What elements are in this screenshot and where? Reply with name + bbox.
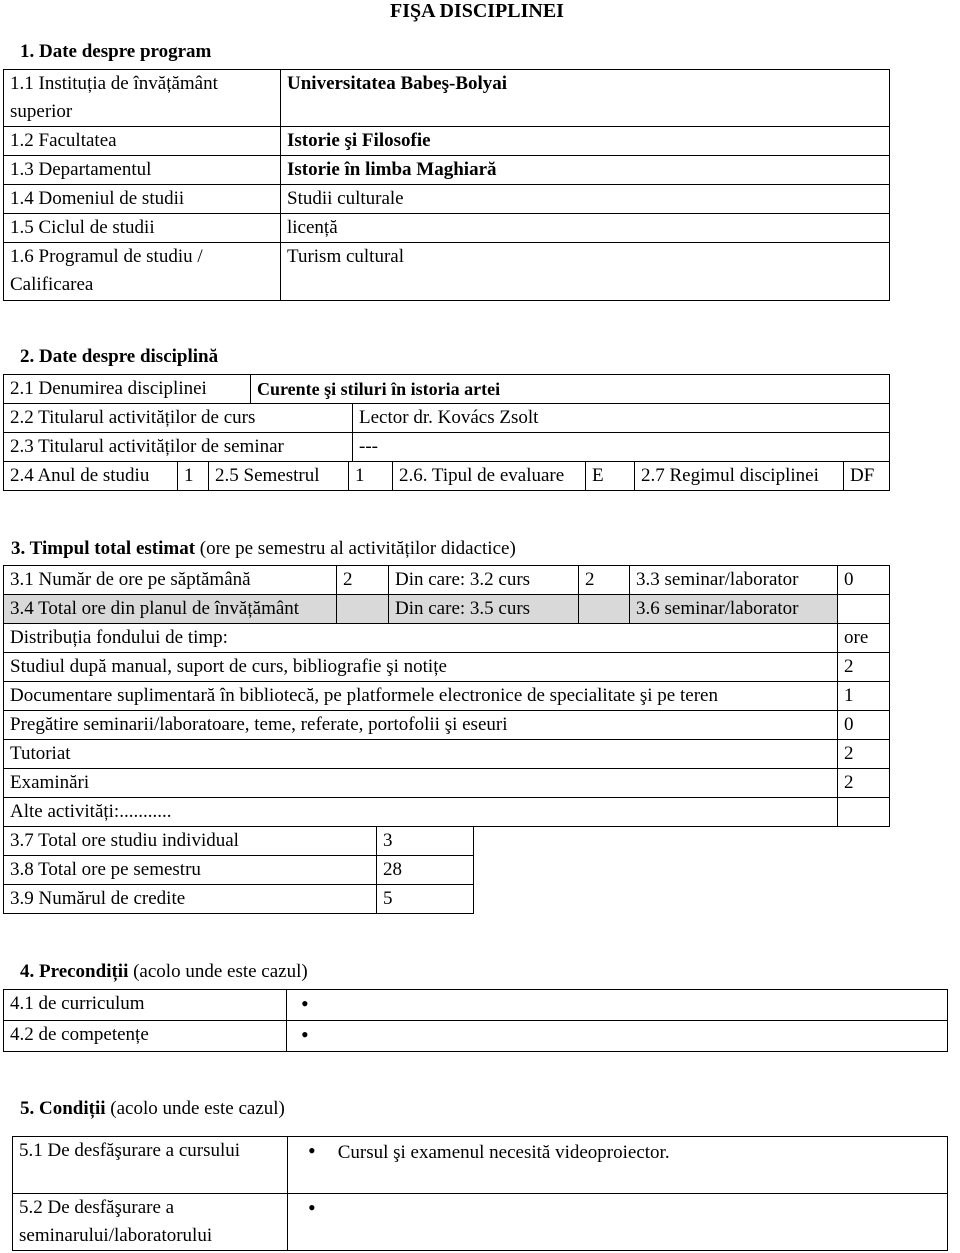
course-holder-value: Lector dr. Kovács Zsolt — [353, 404, 890, 433]
course-hours-value: 2 — [579, 566, 630, 595]
activity-row-label: Studiul după manual, suport de curs, bibliografie şi notițe — [4, 653, 838, 682]
cycle-label: 1.5 Ciclul de studii — [4, 214, 281, 243]
bullet-icon: • — [308, 1195, 316, 1220]
domain-label: 1.4 Domeniul de studii — [4, 185, 281, 214]
institution-value: Universitatea Babeş-Bolyai — [281, 70, 890, 127]
document-title: FIŞA DISCIPLINEI — [390, 0, 564, 22]
program-label-text: 1.6 Programul de studiu / Calificarea — [10, 246, 203, 295]
course-hours-label: Din care: 3.2 curs — [389, 566, 579, 595]
total-semester-label: 3.8 Total ore pe semestru — [4, 856, 377, 885]
course-conditions-label: 5.1 De desfăşurare a cursului — [13, 1137, 288, 1194]
activity-row-label: Examinări — [4, 769, 838, 798]
section-3-heading-bold: 3. Timpul total estimat — [11, 538, 196, 559]
activity-row-value: 2 — [838, 653, 890, 682]
section-5-heading-bold: 5. Condiții — [20, 1098, 106, 1119]
section-1-heading: 1. Date despre program — [20, 41, 212, 62]
program-table — [3, 69, 890, 301]
total-semester-value: 28 — [377, 856, 474, 885]
total-individual-value: 3 — [377, 827, 474, 856]
section-5-heading-rest: (acolo unde este cazul) — [105, 1098, 285, 1119]
competences-label: 4.2 de competențe — [4, 1021, 287, 1052]
credits-label: 3.9 Numărul de credite — [4, 885, 377, 914]
discipline-name-label: 2.1 Denumirea disciplinei — [4, 375, 251, 404]
conditions-table — [12, 1136, 948, 1251]
hours-per-week-value: 2 — [337, 566, 389, 595]
cycle-value: licență — [281, 214, 890, 243]
totals-table — [3, 826, 474, 914]
course-holder-label: 2.2 Titularul activităților de curs — [4, 404, 353, 433]
study-year-label: 2.4 Anul de studiu — [4, 462, 178, 491]
curriculum-value — [287, 990, 948, 1021]
credits-value: 5 — [377, 885, 474, 914]
seminar-holder-label: 2.3 Titularul activităților de seminar — [4, 433, 353, 462]
department-label: 1.3 Departamentul — [4, 156, 281, 185]
total-individual-label: 3.7 Total ore studiu individual — [4, 827, 377, 856]
activity-row-label: Pregătire seminarii/laboratoare, teme, referate, portofolii şi eseuri — [4, 711, 838, 740]
evaluation-type-value: E — [586, 462, 635, 491]
institution-label: 1.1 Instituția de învățământ superior — [4, 70, 281, 127]
section-4-heading — [20, 961, 308, 983]
bullet-icon: • — [308, 1138, 316, 1163]
activity-row-label: Tutoriat — [4, 740, 838, 769]
seminar-hours-label: 3.3 seminar/laborator — [630, 566, 838, 595]
discipline-name-value: Curente şi stiluri în istoria artei — [251, 375, 890, 404]
activity-row-value: 2 — [838, 740, 890, 769]
activity-row-label: Alte activități:........... — [4, 798, 838, 827]
total-course-label: Din care: 3.5 curs — [389, 595, 579, 624]
domain-value: Studii culturale — [281, 185, 890, 214]
course-conditions-value — [288, 1137, 948, 1194]
curriculum-label: 4.1 de curriculum — [4, 990, 287, 1021]
total-plan-label: 3.4 Total ore din planul de învățământ — [4, 595, 337, 624]
semester-value: 1 — [349, 462, 393, 491]
regime-label: 2.7 Regimul disciplinei — [635, 462, 844, 491]
course-conditions-text: Cursul şi examenul necesită videoproiector. — [337, 1142, 670, 1163]
semester-label: 2.5 Semestrul — [209, 462, 349, 491]
evaluation-type-label: 2.6. Tipul de evaluare — [393, 462, 586, 491]
department-value: Istorie în limba Maghiară — [281, 156, 890, 185]
distribution-label: Distribuția fondului de timp: — [4, 624, 838, 653]
program-label — [4, 243, 281, 301]
preconditions-table — [3, 989, 948, 1052]
competences-value — [287, 1021, 948, 1052]
hours-per-week-label: 3.1 Număr de ore pe săptămână — [4, 566, 337, 595]
study-year-value: 1 — [178, 462, 209, 491]
section-2-heading: 2. Date despre disciplină — [20, 346, 219, 367]
section-5-heading — [20, 1098, 285, 1120]
section-3-heading — [11, 538, 516, 560]
distribution-unit: ore — [838, 624, 890, 653]
total-seminar-value — [838, 595, 890, 624]
total-seminar-label: 3.6 seminar/laborator — [630, 595, 838, 624]
bullet-icon: • — [301, 1022, 309, 1047]
regime-value: DF — [844, 462, 890, 491]
total-course-value — [579, 595, 630, 624]
discipline-table-b — [3, 461, 890, 491]
activity-row-value: 1 — [838, 682, 890, 711]
seminar-conditions-value — [288, 1194, 948, 1251]
total-plan-value — [337, 595, 389, 624]
faculty-label: 1.2 Facultatea — [4, 127, 281, 156]
faculty-value: Istorie şi Filosofie — [281, 127, 890, 156]
activity-row-label: Documentare suplimentară în bibliotecă, pe platformele electronice de specialitate şi pe teren — [4, 682, 838, 711]
time-table — [3, 565, 890, 827]
seminar-hours-value: 0 — [838, 566, 890, 595]
section-4-heading-rest: (acolo unde este cazul) — [128, 961, 308, 982]
bullet-icon: • — [301, 991, 309, 1016]
activity-row-value — [838, 798, 890, 827]
discipline-table-a — [3, 374, 890, 462]
program-value: Turism cultural — [281, 243, 890, 301]
section-4-heading-bold: 4. Precondiții — [20, 961, 129, 982]
activity-row-value: 2 — [838, 769, 890, 798]
activity-row-value: 0 — [838, 711, 890, 740]
seminar-holder-value: --- — [353, 433, 890, 462]
seminar-conditions-label: 5.2 De desfăşurare a seminarului/laboratorului — [13, 1194, 288, 1251]
section-3-heading-rest: (ore pe semestru al activităților didactice) — [195, 538, 516, 559]
